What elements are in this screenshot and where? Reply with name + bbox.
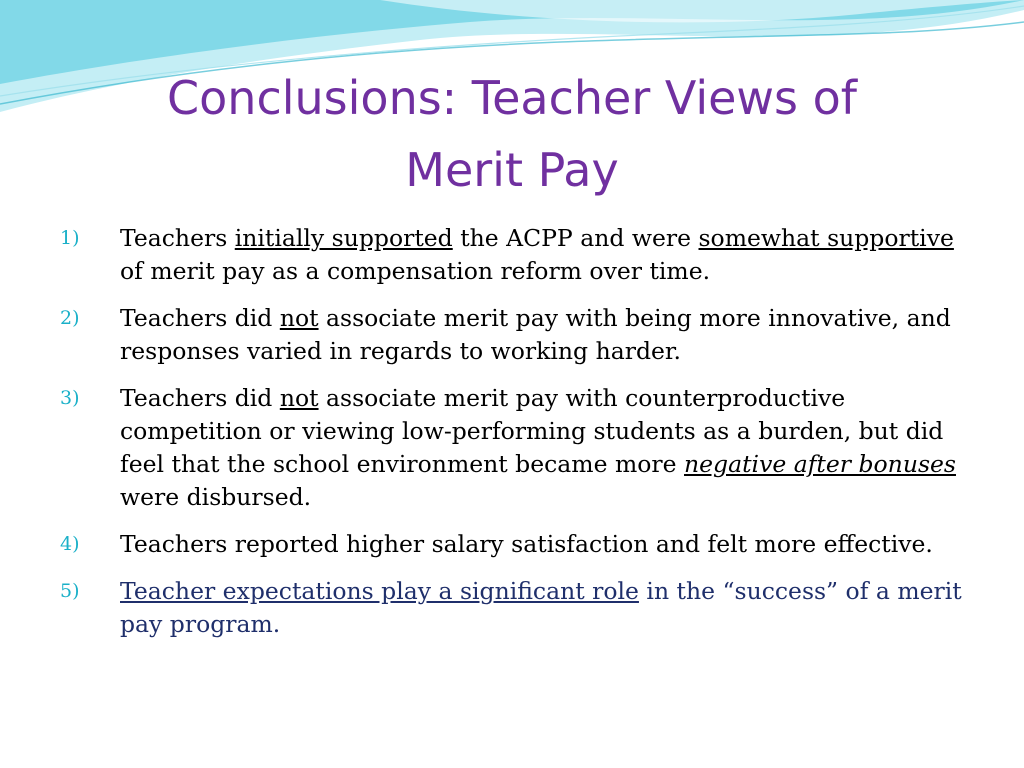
- item-text: Teachers: [120, 224, 235, 252]
- item-text: Teachers did: [120, 384, 280, 412]
- list-item: [56, 222, 976, 288]
- list-item: [56, 302, 976, 368]
- item-underlined: initially supported: [234, 224, 453, 252]
- item-underlined: not: [279, 304, 319, 332]
- item-text: were disbursed.: [120, 483, 312, 511]
- item-text: the ACPP and were: [452, 224, 699, 252]
- item-underlined: somewhat supportive: [698, 224, 954, 252]
- item-text: Teachers did: [120, 304, 280, 332]
- title-line-1: Conclusions: Teacher Views of: [167, 71, 857, 125]
- item-text: associate merit pay with counterproductive competition or viewing low-performing students as a burden, but did feel that the school environment became more: [120, 384, 944, 478]
- item-number: 2): [60, 307, 80, 329]
- item-text: in the “success” of a merit pay program.: [120, 577, 962, 638]
- item-number: 1): [60, 227, 80, 249]
- item-text: of merit pay as a compensation reform over time.: [120, 257, 711, 285]
- item-text: Teachers reported higher salary satisfaction and felt more effective.: [120, 530, 933, 558]
- list-item: [56, 528, 976, 561]
- conclusions-list: [56, 222, 976, 655]
- title-line-2: Merit Pay: [405, 143, 619, 197]
- item-text: associate merit pay with being more innovative, and responses varied in regards to working harder.: [120, 304, 951, 365]
- item-emphasis: negative after bonuses: [684, 450, 956, 478]
- item-underlined: not: [279, 384, 319, 412]
- item-number: 5): [60, 580, 80, 602]
- item-number: 3): [60, 387, 80, 409]
- slide-title: [60, 62, 964, 206]
- list-item: [56, 575, 976, 641]
- item-number: 4): [60, 533, 80, 555]
- item-highlight-link: Teacher expectations play a significant role: [120, 577, 639, 605]
- list-item: [56, 382, 976, 514]
